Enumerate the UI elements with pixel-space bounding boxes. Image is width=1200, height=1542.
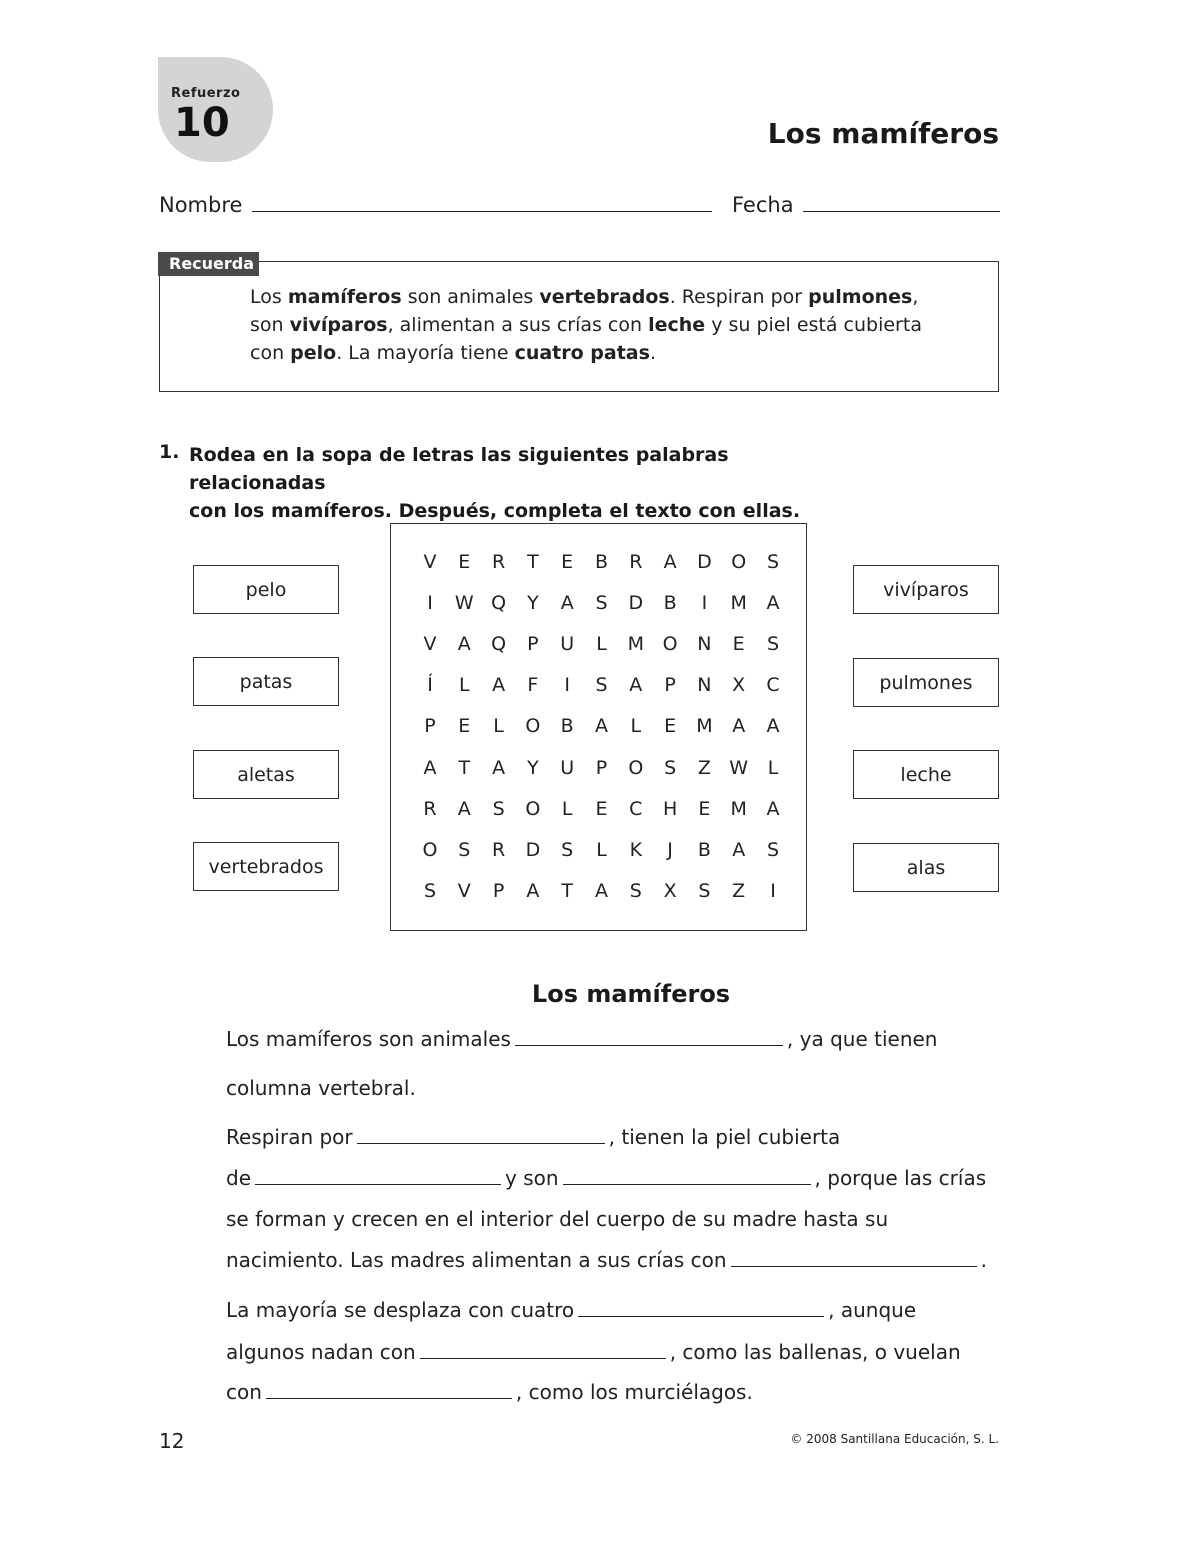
grid-letter[interactable]: S <box>458 838 471 861</box>
grid-letter[interactable]: B <box>663 592 677 615</box>
page-number: 12 <box>159 1429 185 1453</box>
text-line-6: nacimiento. Las madres alimentan a sus crías con . <box>226 1248 987 1272</box>
grid-letter[interactable]: S <box>595 674 608 697</box>
grid-letter[interactable]: S <box>423 879 437 902</box>
grid-letter[interactable]: R <box>629 551 643 573</box>
grid-letter[interactable]: D <box>697 551 712 573</box>
grid-letter[interactable]: C <box>766 674 780 697</box>
grid-letter[interactable]: B <box>560 715 574 738</box>
grid-letter[interactable]: L <box>596 838 607 861</box>
date-label: Fecha <box>732 193 794 217</box>
grid-letter[interactable]: P <box>424 715 436 738</box>
grid-letter[interactable]: Y <box>527 756 539 779</box>
grid-letter[interactable]: U <box>560 756 575 779</box>
blank-field[interactable] <box>515 1027 783 1046</box>
grid-letter[interactable]: O <box>422 838 438 861</box>
blank-field[interactable] <box>420 1340 666 1359</box>
remember-tag: Recuerda <box>158 252 259 276</box>
grid-letter[interactable]: A <box>595 879 608 902</box>
grid-letter[interactable]: E <box>664 715 677 738</box>
grid-letter[interactable]: E <box>458 715 471 738</box>
grid-letter[interactable]: A <box>457 797 471 820</box>
grid-letter[interactable]: O <box>662 633 678 656</box>
grid-letter[interactable]: E <box>595 797 608 820</box>
word-box-right: pulmones <box>853 658 999 707</box>
grid-letter[interactable]: D <box>628 592 644 615</box>
blank-field[interactable] <box>255 1166 501 1185</box>
remember-text <box>250 283 970 367</box>
grid-letter[interactable]: F <box>527 674 539 697</box>
grid-letter[interactable]: E <box>458 551 471 573</box>
word-box-left: aletas <box>193 750 339 799</box>
text-line-7: La mayoría se desplaza con cuatro , aunque <box>226 1298 917 1322</box>
grid-letter[interactable]: P <box>527 633 539 656</box>
grid-letter[interactable]: J <box>667 838 673 861</box>
grid-letter[interactable]: K <box>629 838 643 861</box>
grid-letter[interactable]: A <box>492 674 506 697</box>
grid-letter[interactable]: A <box>526 879 540 902</box>
grid-letter[interactable]: T <box>527 551 539 573</box>
grid-letter[interactable]: P <box>492 879 505 902</box>
text-line-9: con , como los murciélagos. <box>226 1380 753 1404</box>
grid-letter[interactable]: S <box>766 633 780 656</box>
grid-letter[interactable]: V <box>423 633 437 656</box>
page-title: Los mamíferos <box>767 117 999 150</box>
grid-letter[interactable]: S <box>766 551 780 573</box>
grid-letter[interactable]: L <box>561 797 573 820</box>
grid-letter[interactable]: X <box>732 674 746 697</box>
grid-letter[interactable]: Z <box>732 879 746 902</box>
grid-letter[interactable]: Q <box>491 633 507 656</box>
grid-letter[interactable]: N <box>697 674 712 697</box>
grid-letter[interactable]: B <box>697 838 711 861</box>
grid-letter[interactable]: L <box>767 756 779 779</box>
grid-letter[interactable]: B <box>594 551 609 573</box>
grid-letter[interactable]: I <box>564 674 570 697</box>
grid-letter[interactable]: W <box>729 756 749 779</box>
grid-letter[interactable]: A <box>457 633 471 656</box>
grid-letter[interactable]: U <box>560 633 575 656</box>
remember-line-3: con pelo. La mayoría tiene cuatro patas. <box>250 342 656 364</box>
grid-letter[interactable]: O <box>731 551 747 573</box>
grid-letter[interactable]: O <box>628 756 644 779</box>
grid-letter[interactable]: M <box>730 592 747 615</box>
grid-letter[interactable]: S <box>698 879 711 902</box>
grid-letter[interactable]: S <box>766 838 780 861</box>
grid-letter[interactable]: C <box>629 797 643 820</box>
word-box-left: vertebrados <box>193 842 339 891</box>
word-search-grid[interactable] <box>390 523 807 931</box>
grid-letter[interactable]: L <box>493 715 504 738</box>
grid-letter[interactable]: Q <box>491 592 507 615</box>
badge-label: Refuerzo <box>171 86 241 101</box>
grid-letter[interactable]: A <box>492 756 506 779</box>
grid-letter[interactable]: I <box>427 592 433 615</box>
name-label: Nombre <box>159 193 243 217</box>
grid-letter[interactable]: H <box>662 797 678 820</box>
grid-letter[interactable]: R <box>423 797 437 820</box>
copyright: © 2008 Santillana Educación, S. L. <box>790 1432 999 1446</box>
word-box-left: pelo <box>193 565 339 614</box>
grid-letter[interactable]: A <box>423 756 437 779</box>
grid-letter[interactable]: Z <box>697 756 711 779</box>
grid-letter[interactable]: A <box>732 838 746 861</box>
grid-letter[interactable]: O <box>525 715 541 738</box>
grid-letter[interactable]: T <box>458 756 471 779</box>
grid-letter[interactable]: A <box>766 592 780 615</box>
grid-letter[interactable]: A <box>629 674 643 697</box>
word-box-right: leche <box>853 750 999 799</box>
grid-letter[interactable]: N <box>697 633 712 656</box>
grid-letter[interactable]: A <box>595 715 608 738</box>
grid-letter[interactable]: E <box>698 797 711 820</box>
grid-letter[interactable]: A <box>663 551 677 573</box>
grid-letter[interactable]: M <box>627 633 644 656</box>
grid-letter[interactable]: S <box>629 879 642 902</box>
grid-letter[interactable]: D <box>525 838 541 861</box>
grid-letter[interactable]: Y <box>527 592 539 615</box>
grid-letter[interactable]: V <box>457 879 471 902</box>
grid-letter[interactable]: A <box>766 715 780 738</box>
grid-letter[interactable]: M <box>730 797 747 820</box>
blank-field[interactable] <box>578 1298 824 1317</box>
exercise-instructions: Rodea en la sopa de letras las siguientes palabras relacionadas con los mamíferos. Después, completa el texto con ellas. <box>189 444 801 522</box>
grid-letter[interactable]: R <box>491 838 506 861</box>
exercise-number: 1. <box>159 441 180 463</box>
grid-letter[interactable]: P <box>595 756 608 779</box>
word-box-right: alas <box>853 843 999 892</box>
blank-field[interactable] <box>357 1125 605 1144</box>
text-line-1: Los mamíferos son animales , ya que tienen <box>226 1027 938 1051</box>
remember-line-2: son vivíparos, alimentan a sus crías con leche y su piel está cubierta <box>250 314 922 336</box>
grid-letter[interactable]: L <box>596 633 607 656</box>
text-line-4: de y son , porque las crías <box>226 1166 987 1190</box>
name-field[interactable] <box>252 211 712 212</box>
grid-letter[interactable]: S <box>561 838 574 861</box>
text-line-5: se forman y crecen en el interior del cuerpo de su madre hasta su <box>226 1207 889 1231</box>
text-line-3: Respiran por , tienen la piel cubierta <box>226 1125 841 1149</box>
grid-letter[interactable]: W <box>454 592 474 615</box>
grid-letter[interactable]: A <box>732 715 746 738</box>
grid-letter[interactable]: E <box>561 551 574 573</box>
grid-letter[interactable]: I <box>770 879 776 902</box>
grid-letter[interactable]: I <box>701 592 708 615</box>
grid-letter[interactable]: S <box>664 756 677 779</box>
word-box-right: vivíparos <box>853 565 999 614</box>
grid-letter[interactable]: M <box>696 715 713 738</box>
grid-letter[interactable]: L <box>630 715 642 738</box>
grid-letter[interactable]: R <box>491 551 506 573</box>
grid-letter[interactable]: Í <box>427 674 433 697</box>
text-line-8: algunos nadan con , como las ballenas, o vuelan <box>226 1340 961 1364</box>
grid-letter[interactable]: X <box>663 879 677 902</box>
grid-letter[interactable]: L <box>459 674 470 697</box>
grid-letter[interactable]: O <box>525 797 541 820</box>
blank-field[interactable] <box>563 1166 811 1185</box>
section-title: Los mamíferos <box>531 980 731 1008</box>
grid-letter[interactable]: A <box>560 592 574 615</box>
grid-letter[interactable]: E <box>732 633 745 656</box>
grid-letter[interactable]: V <box>423 551 437 573</box>
grid-letter[interactable]: T <box>561 879 573 902</box>
badge-number: 10 <box>174 100 230 146</box>
blank-field[interactable] <box>731 1248 977 1267</box>
remember-line-1: Los mamíferos son animales vertebrados. Respiran por pulmones, <box>250 286 919 308</box>
grid-letter[interactable]: A <box>766 797 780 820</box>
grid-letter[interactable]: P <box>664 674 676 697</box>
date-field[interactable] <box>803 211 1000 212</box>
grid-letter[interactable]: S <box>492 797 505 820</box>
word-box-left: patas <box>193 657 339 706</box>
blank-field[interactable] <box>266 1380 512 1399</box>
grid-letter[interactable]: S <box>595 592 608 615</box>
text-line-2: columna vertebral. <box>226 1076 416 1100</box>
